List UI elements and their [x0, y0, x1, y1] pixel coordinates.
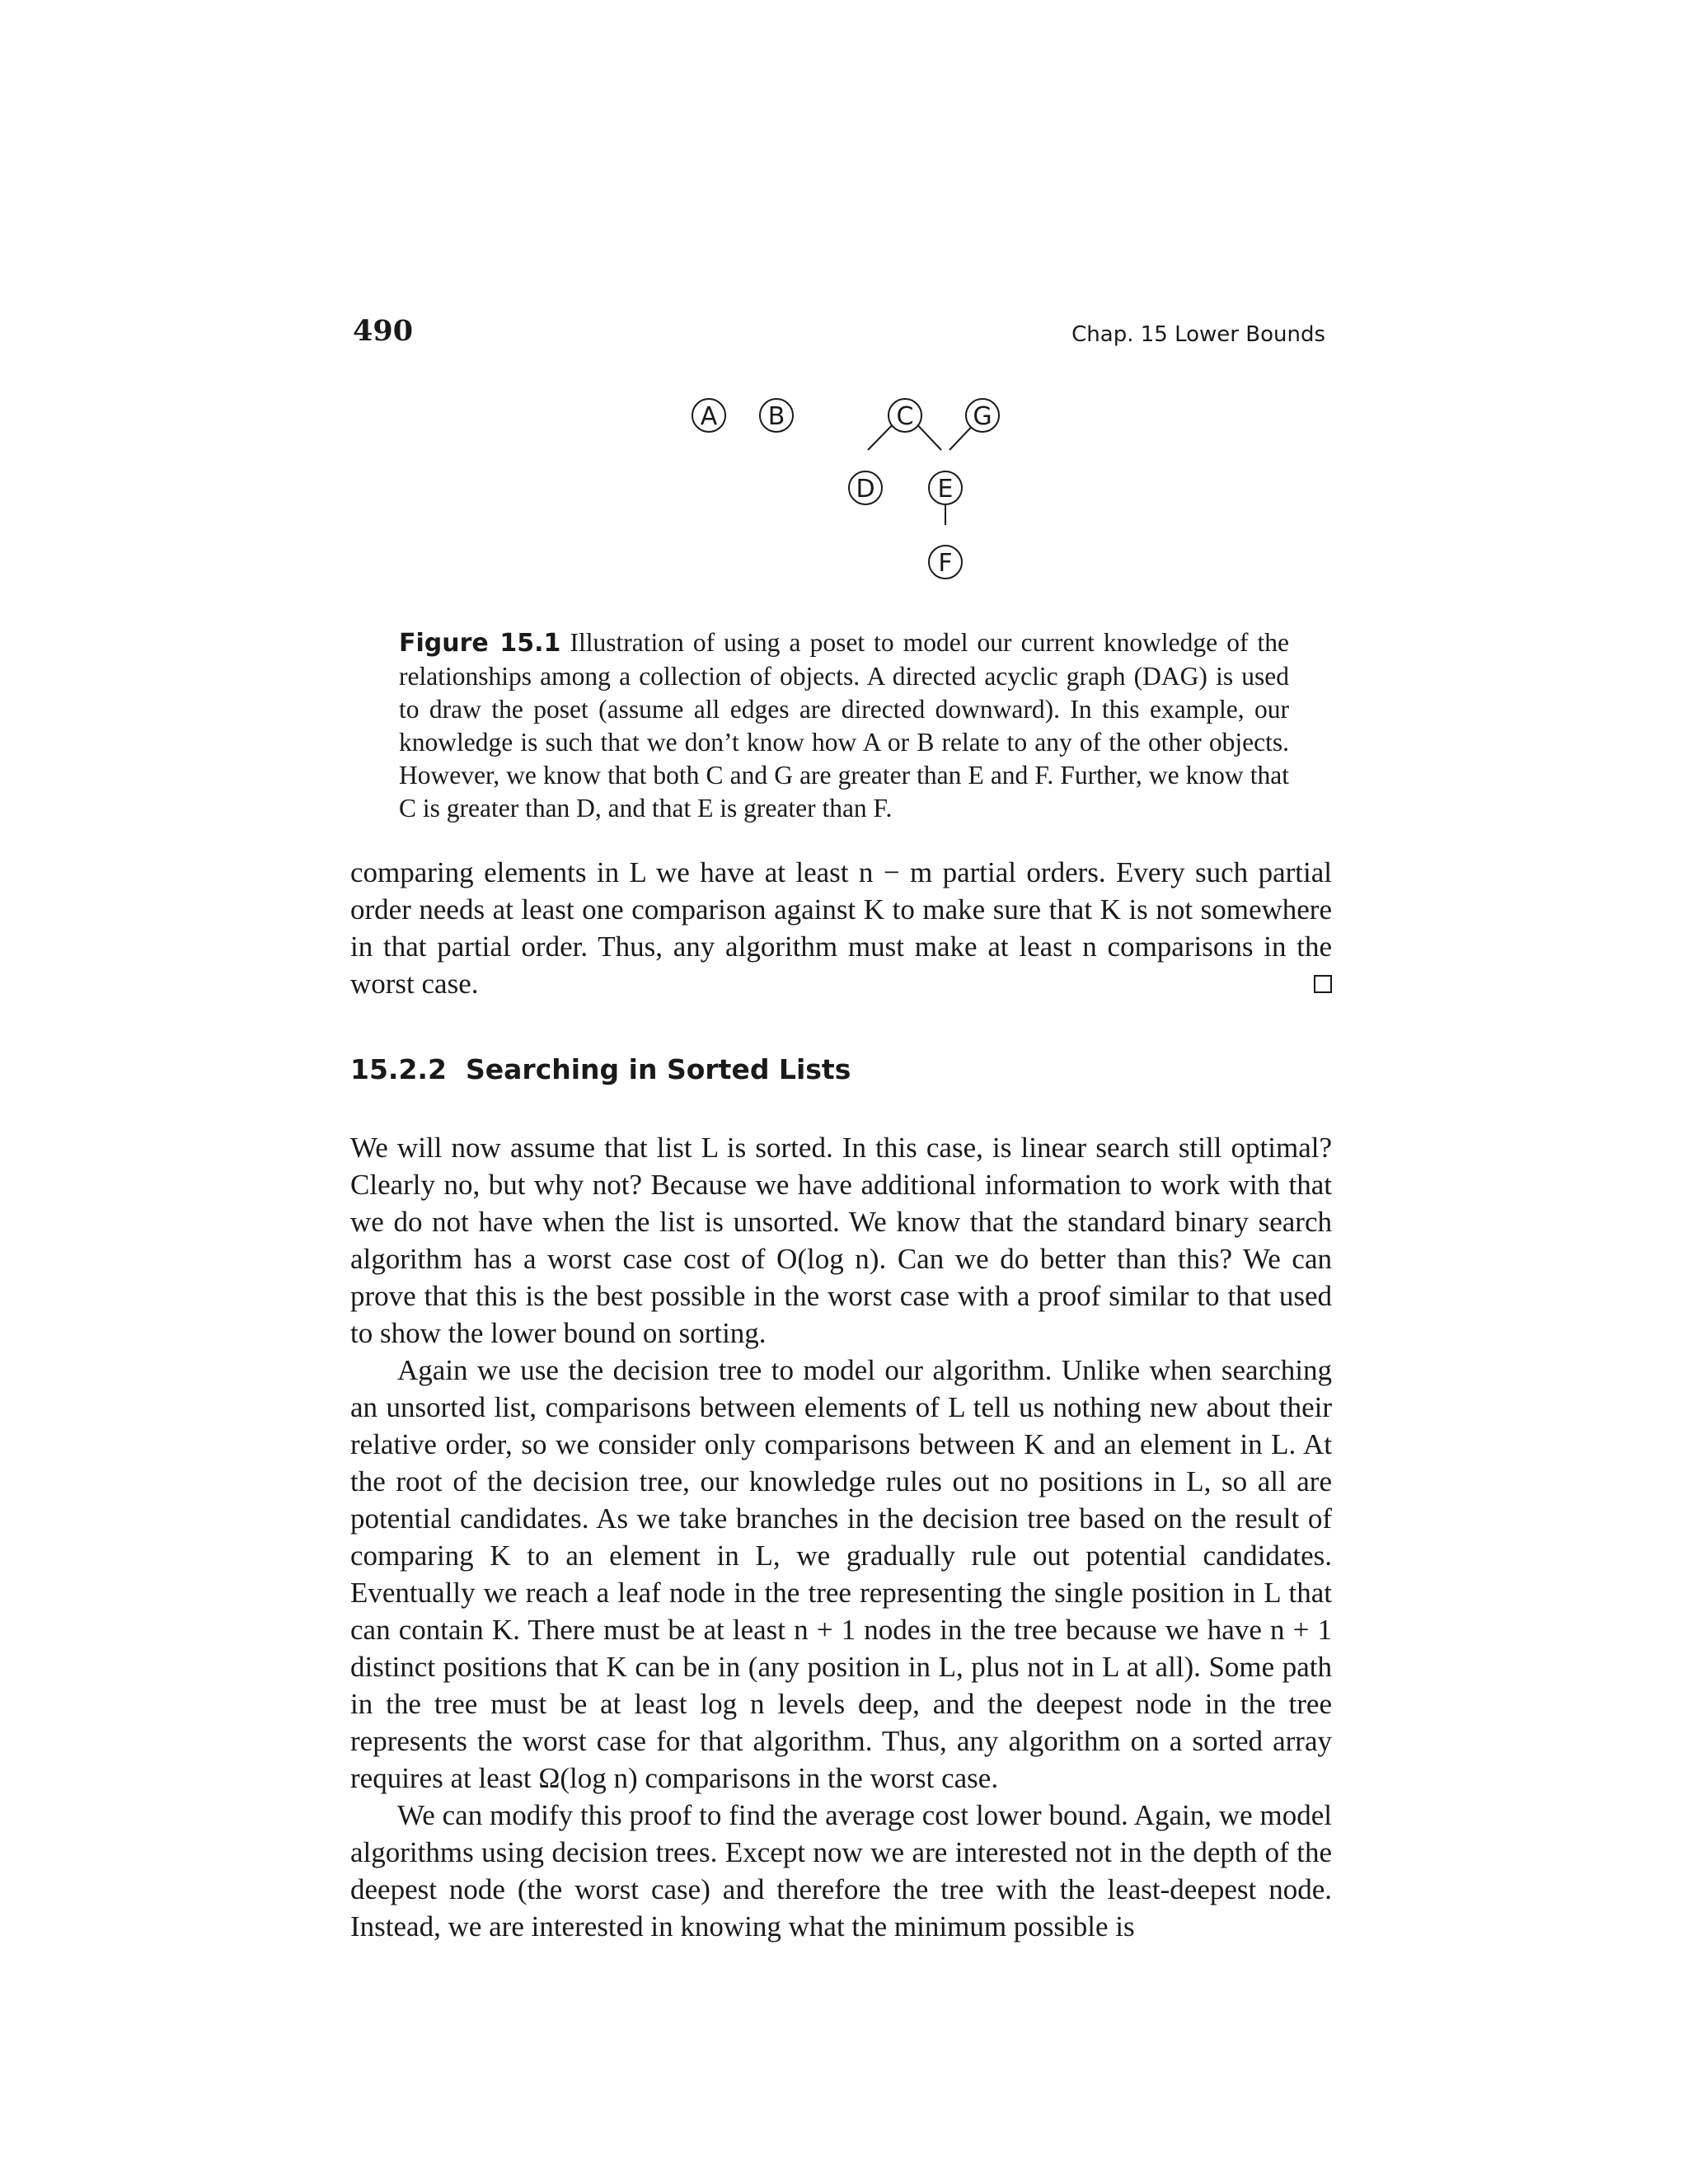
continuation-paragraph-block [350, 854, 1332, 1002]
figure-caption-label: Figure 15.1 [399, 629, 561, 658]
node-d [849, 471, 882, 504]
paragraph: Again we use the decision tree to model our algorithm. Unlike when searching an unsorted list, comparisons between elements of L tell us nothing new about their relative order, so we consider only comparisons between K and an element in L. At the root of the decision tree, our knowledge rules out no positions in L, so all are potential candidates. As we take branches in the decision tree based on the result of comparing K to an element in L, we gradually rule out potential candidates. Eventually we reach a leaf node in the tree representing the single position in L that can contain K. There must be at least n + 1 nodes in the tree because we have n + 1 distinct positions that K can be in (any position in L, plus not in L at all). Some path in the tree must be at least log n levels deep, and the deepest node in the tree represents the worst case for that algorithm. Thus, any algorithm on a sorted array requires at least Ω(log n) comparisons in the worst case. [350, 1354, 1332, 1794]
node-g [966, 399, 999, 432]
section-number: 15.2.2 [350, 1053, 447, 1085]
node-e [929, 471, 962, 504]
poset-dag-figure [676, 391, 1022, 598]
section-heading [350, 1052, 851, 1088]
figure-caption [399, 626, 1289, 825]
node-e-label: E [937, 475, 954, 504]
figure-caption-text: Illustration of using a poset to model our current knowledge of the relationships among a collection of objects. A directed acyclic graph (DAG) is used to draw the poset (assume all edges are directed downward). In this example, our knowledge is such that we don’t know how A or B relate to any of the other objects. However, we know that both C and G are greater than E and F. Further, we know that C is greater than D, and that E is greater than F. [399, 628, 1290, 823]
section-body [350, 1129, 1332, 1945]
qed-box-icon [1314, 975, 1332, 993]
node-f [929, 546, 962, 579]
paragraph: We can modify this proof to find the average cost lower bound. Again, we model algorithms using decision trees. Except now we are interested not in the depth of the deepest node (the worst case) and therefore the tree with the least-deepest node. Instead, we are interested in knowing what the minimum possible is [350, 1799, 1332, 1943]
paragraph: We will now assume that list L is sorted. In this case, is linear search still optimal? Clearly no, but why not? Because we have additional information to work with that we do not have when the list is unsorted. We know that the standard binary search algorithm has a worst case cost of O(log n). Can we do better than this? We can prove that this is the best possible in the worst case with a proof similar to that used to show the lower bound on sorting. [350, 1132, 1332, 1349]
node-b-label: B [767, 402, 785, 431]
section-title: Searching in Sorted Lists [466, 1053, 851, 1085]
running-head: Chap. 15 Lower Bounds [1071, 322, 1325, 347]
node-d-label: D [856, 475, 875, 504]
node-c [889, 399, 921, 432]
node-a-label: A [700, 402, 718, 431]
node-c-label: C [896, 402, 914, 431]
node-b [760, 399, 793, 432]
node-g-label: G [973, 402, 992, 431]
page-number: 490 [353, 314, 414, 348]
node-f-label: F [938, 549, 953, 578]
node-a [692, 399, 725, 432]
continuation-paragraph: comparing elements in L we have at least n − m partial orders. Every such partial order needs at least one comparison against K to make sure that K is not somewhere in that partial order. Thus, any algorithm must make at least n comparisons in the worst case. [350, 856, 1332, 1000]
